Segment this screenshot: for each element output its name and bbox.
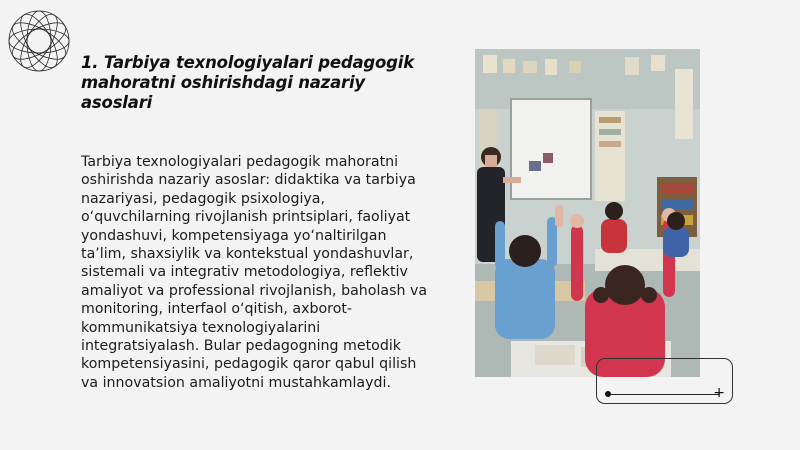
classroom-photo	[475, 49, 700, 377]
geometric-circle-ornament-icon	[6, 4, 72, 78]
slider-widget[interactable]	[596, 358, 733, 404]
slide-title: 1. Tarbiya texnologiyalari pedagogik mahoratni oshirishdagi nazariy asoslari	[81, 53, 414, 112]
slider-track[interactable]	[607, 394, 720, 395]
plus-icon[interactable]: +	[713, 385, 725, 401]
slide-body-text: Tarbiya texnologiyalari pedagogik mahoratni oshirishda nazariy asoslar: didaktika va tarbiya nazariyasi, pedagogik psixologiya, o‘quvchilarning rivojlanish printsiplari, faoliyat yondashuvi, kompetensiyaga yo‘naltirilgan ta’lim, shaxsiylik va kontekstual yondashuvlar, sistemali va integrativ metodologiya, reflektiv amaliyot va professional rivojlanish, baholash va monitoring, interfaol o‘qitish, axborot-kommunikatsiya texnologiyalarini integratsiyalash. Bular pedagogning metodik kompetensiyasini, pedagogik qaror qabul qilish va innovatsion amaliyotni mustahkamlaydi.	[81, 154, 428, 391]
slider-handle[interactable]	[605, 391, 611, 397]
